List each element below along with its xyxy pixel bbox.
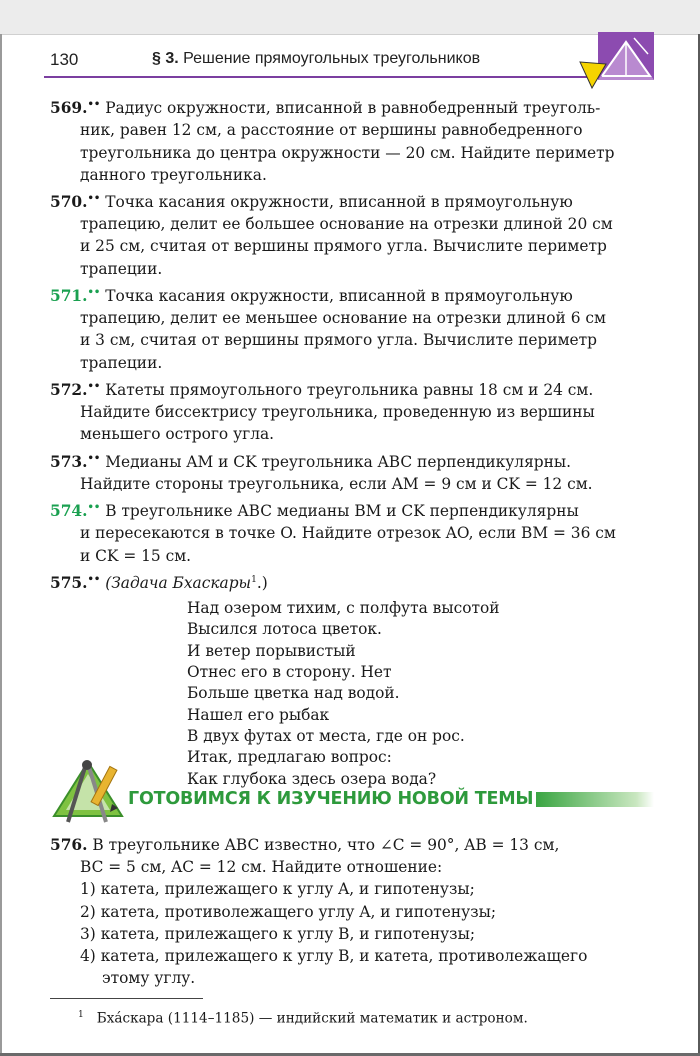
difficulty-mark: •• [87,502,101,514]
footnote-rule [50,998,203,999]
page-edge-left [0,34,2,1056]
problem-line: трапеции. [80,353,163,372]
problem-571 [50,282,658,374]
problem-line: Радиус окружности, вписанной в равнобедренный треуголь- [105,99,601,118]
problem-574 [50,497,658,567]
poem-line: И ветер порывистый [187,641,356,660]
banner-stripe [536,792,654,807]
problem-line: трапецию, делит ее меньшее основание на отрезки длиной 6 см [80,309,606,328]
poem-line: Над озером тихим, с полфута высотой [187,599,500,618]
list-item: 4) катета, прилежащего к углу B, и катета, противолежащего [80,947,588,966]
problems-block [50,94,658,792]
section-heading: ГОТОВИМСЯ К ИЗУЧЕНИЮ НОВОЙ ТЕМЫ [128,789,534,809]
problem-line: меньшего острого угла. [80,425,275,444]
geometry-corner-icon [576,32,656,92]
poem-line: Высился лотоса цветок. [187,620,382,639]
problem-line: Найдите биссектрису треугольника, проведенную из вершины [80,403,595,422]
problem-line: Точка касания окружности, вписанной в прямоугольную [105,193,573,212]
problem-line: BC = 5 см, AC = 12 см. Найдите отношение: [80,858,443,877]
header-rule [44,76,614,78]
problem-line: трапецию, делит ее большее основание на отрезки длиной 20 см [80,215,613,234]
compass-ruler-icon [48,756,128,826]
problem-number: 575. [50,573,88,592]
problem-number: 574. [50,502,88,521]
problem-line: .) [256,573,268,592]
problem-line: и 3 см, считая от вершины прямого угла. Вычислите периметр [80,331,598,350]
page-header [44,44,664,80]
poem-line: Итак, предлагаю вопрос: [187,748,392,767]
problem-number: 569. [50,99,88,118]
problem-line: Точка касания окружности, вписанной в прямоугольную [105,287,573,305]
problem-line: Медианы AM и CK треугольника ABC перпендикулярны. [105,452,572,471]
problem-line: ник, равен 12 см, а расстояние от вершины равнобедренного [80,121,583,140]
problem-line: Найдите стороны треугольника, если AM = 9 см и CK = 12 см. [80,474,593,493]
problem-line: В треугольнике ABC медианы BM и CK перпендикулярны [105,502,579,521]
list-item-continuation: этому углу. [102,969,196,988]
list-item: 3) катета, прилежащего к углу B, и гипотенузы; [80,924,476,943]
chapter-title [152,50,480,68]
problem-line: трапеции. [80,259,163,278]
problem-576 [50,834,658,989]
problem-number: 572. [50,380,88,399]
poem-line: В двух футах от места, где он рос. [187,726,465,745]
problem-569 [50,94,658,186]
difficulty-mark: •• [87,573,101,585]
page-number: 130 [50,50,79,69]
difficulty-mark: •• [87,380,101,392]
footnote-mark: 1 [78,1010,84,1020]
problem-number: 570. [50,193,88,212]
problem-number: 573. [50,452,88,471]
difficulty-mark: •• [87,286,101,298]
problem-number: 571. [50,287,88,305]
list-item: 2) катета, противолежащего углу A, и гипотенузы; [80,902,497,921]
poem-line: Нашел его рыбак [187,705,330,724]
list-item: 1) катета, прилежащего к углу A, и гипотенузы; [80,880,475,899]
problem-line: В треугольнике ABC известно, что ∠C = 90°, AB = 13 см, [92,836,560,854]
section-mark: § 3. [152,50,179,67]
difficulty-mark: •• [87,452,101,464]
problem-573 [50,448,658,496]
difficulty-mark: •• [87,99,101,110]
section-title: Решение прямоугольных треугольников [183,50,481,67]
problem-line: и CK = 15 см. [80,546,192,565]
problem-line: (Задача Бхаскары [105,573,252,592]
footnote-ref: 1 [251,574,257,585]
poem-line: Как глубока здесь озера вода? [187,769,437,788]
problem-line: и 25 см, считая от вершины прямого угла. Вычислите периметр [80,237,607,256]
problem-line: данного треугольника. [80,165,267,184]
footnote-text: Бхáскара (1114–1185) — индийский математик и астроном. [96,1010,528,1027]
section-banner [48,756,658,826]
poem-line: Больше цветка над водой. [187,684,400,703]
viewer-top-bar [0,0,700,35]
problem-572 [50,376,658,446]
poem-line: Отнес его в сторону. Нет [187,663,392,682]
problem-line: треугольника до центра окружности — 20 см. Найдите периметр [80,143,615,162]
problem-number: 576. [50,836,88,854]
problem-570 [50,188,658,280]
footnote [78,1010,528,1027]
problem-line: и пересекаются в точке O. Найдите отрезок AO, если BM = 36 см [80,524,616,543]
problem-line: Катеты прямоугольного треугольника равны 18 см и 24 см. [105,380,594,399]
difficulty-mark: •• [87,192,101,204]
